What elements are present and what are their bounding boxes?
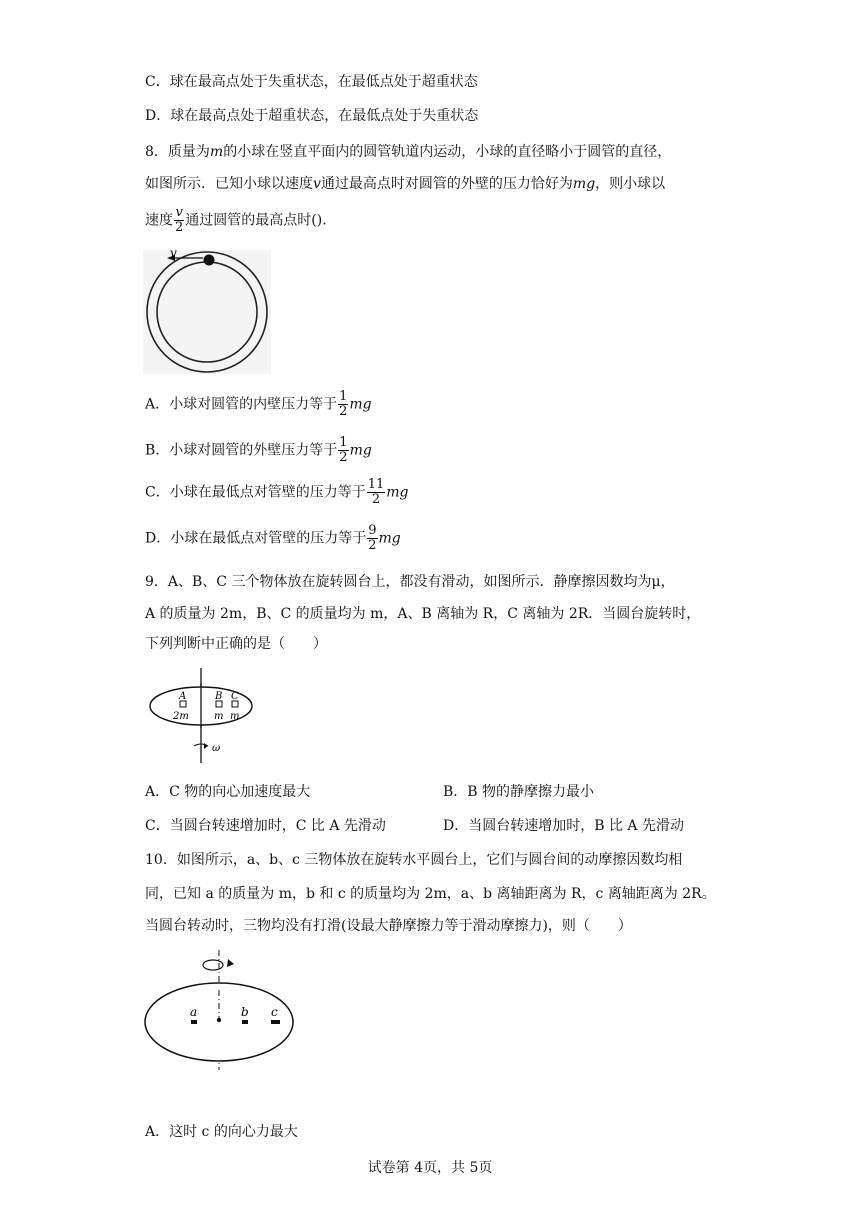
q8-option-c: C．小球在最低点对管壁的压力等于 $\frac{11}{2}$ mg [145, 477, 409, 507]
page-footer: 试卷第 4页，共 5页 [367, 1160, 493, 1176]
q8-stem-line1: 8．质量为m的小球在竖直平面内的圆管轨道内运动，小球的直径略小于圆管的直径， [145, 144, 672, 160]
ball [204, 255, 215, 266]
q10-option-a: A．这时 c 的向心力最大 [145, 1124, 298, 1140]
svg-text:A: A [179, 691, 187, 702]
q10-stem-line3: 当圆台转动时，三物均没有打滑(设最大静摩擦力等于滑动摩擦力)，则（ ） [145, 918, 632, 934]
q9-stem-line3: 下列判断中正确的是（ ） [145, 636, 327, 652]
q9-option-d: D．当圆台转速增加时，B 比 A 先滑动 [443, 818, 684, 834]
rotating-table-figure-abc [146, 668, 256, 768]
fraction-v-over-2: $\frac{v}{2}$ [175, 205, 184, 235]
svg-text:a: a [190, 1005, 198, 1019]
q9-option-a: A．C 物的向心加速度最大 [145, 784, 311, 800]
svg-text:2m: 2m [173, 711, 189, 722]
svg-text:m: m [214, 711, 224, 722]
q8-option-b: B．小球对圆管的外壁压力等于 $\frac{1}{2}$ mg [145, 435, 372, 465]
rotating-table-figure-abc-lower [140, 950, 300, 1075]
q8-stem-line2: 如图所示．已知小球以速度v通过最高点时对圆管的外壁的压力恰好为mg，则小球以 [145, 176, 666, 192]
q9-stem-line1: 9．A、B、C 三个物体放在旋转圆台上，都没有滑动，如图所示．静摩擦因数均为μ， [145, 574, 675, 590]
q9-option-c: C．当圆台转速增加时，C 比 A 先滑动 [145, 818, 386, 834]
q7-option-d: D．球在最高点处于超重状态，在最低点处于失重状态 [145, 108, 479, 124]
q8-option-a: A．小球对圆管的内壁压力等于 $\frac{1}{2}$ mg [145, 389, 372, 419]
circular-tube-figure [143, 250, 271, 374]
svg-text:m: m [230, 711, 240, 722]
velocity-label: v [170, 250, 177, 260]
svg-text:B: B [215, 691, 223, 702]
q8-option-d: D．小球在最低点对管壁的压力等于 $\frac{9}{2}$ mg [145, 523, 401, 553]
q7-option-c: C．球在最高点处于失重状态，在最低点处于超重状态 [145, 74, 478, 90]
q10-stem-line2: 同，已知 a 的质量为 m，b 和 c 的质量均为 2m，a、b 离轴距离为 R，c 离轴距离为 2R。 [145, 886, 716, 902]
q9-stem-line2: A 的质量为 2m，B、C 的质量均为 m，A、B 离轴为 R，C 离轴为 2R．当圆台旋转时， [145, 606, 701, 622]
q10-stem-line1: 10．如图所示，a、b、c 三物体放在旋转水平圆台上，它们与圆台间的动摩擦因数均相 [145, 852, 683, 868]
q8-stem-line3: 速度 $\frac{v}{2}$ 通过圆管的最高点时(). [145, 205, 327, 235]
svg-text:C: C [231, 691, 239, 702]
svg-text:ω: ω [212, 743, 221, 754]
svg-text:b: b [241, 1005, 249, 1019]
svg-text:c: c [271, 1005, 278, 1019]
q9-option-b: B．B 物的静摩擦力最小 [443, 784, 595, 800]
